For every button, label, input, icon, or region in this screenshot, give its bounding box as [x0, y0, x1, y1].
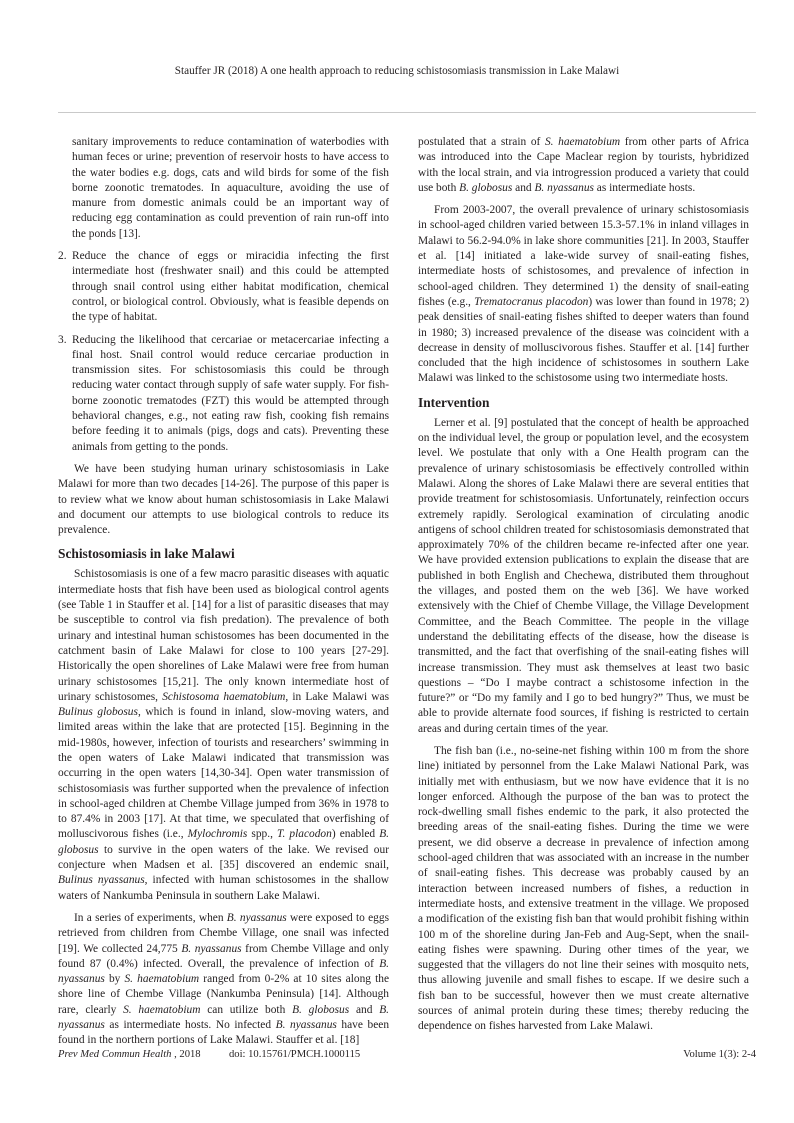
paragraph-one-health: Lerner et al. [9] postulated that the concept of health be approached on the individual level, the group or population level, and the ecosystem level. We postulate that only with a One Health program can the prevalence of urinary schistosomiasis be effectively controlled within Malawi. Along the shores of Lake Malawi there are several entities that provide treatment for schistosomiasis. Unfortunately, reinfection occurs extremely rapidly. Serological examination of circulating anodic antigens of school children treated for schistosomiasis demonstrated that approximately 70% of the children became re-infected after one year. We have provided extension publications to explain the disease that are published in both English and Chechewa, distributed them throughout the villages, and posted them on the web [36]. We have worked extensively with the Chief of Chembe Village, the Village Development Committee, and the Beach Committee. The people in the village understand the debilitating effects of the disease, how the disease is transmitted, and the fact that overfishing of the snail-eating fishes will increase transmission. They must ask themselves at least two basic questions – “Do I maybe contract a schistosome infection in the future?” or “Do my family and I go to bed hungry?” Thus, we must be able to provide alternate food sources, if fishing is restricted to certain areas and during certain times of the year. [418, 416, 749, 735]
page-footer [58, 1048, 756, 1062]
paragraph-prevalence-survey: From 2003-2007, the overall prevalence of urinary schistosomiasis in school-aged children varied between 15.3-57.1% in inland villages in Malawi to 56.2-94.0% in lake shore communities [21]. In 2003, Stauffer et al. [14] initiated a lake-wide survey of snail-eating fishes, intermediate hosts of schistosomes, and prevalence of infection in school-aged children. They determined 1) the density of snail-eating fishes (e.g., Trematocranus placodon) was lower than found in 1978; 2) peak densities of snail-eating fishes shifted to deeper waters than found in 1980; 3) increased prevalence of the disease was coincident with a decrease in density of molluscivorous fishes. Stauffer et al. [14] further concluded that the high incidence of schistosomes in southern Lake Malawi was linked to the schistosome using two intermediate hosts. [418, 204, 749, 385]
left-column [58, 135, 389, 1056]
footer-doi: doi: 10.15761/PMCH.1000115 [229, 1049, 361, 1060]
list-number: 2. [58, 250, 67, 263]
running-header [0, 64, 794, 78]
section-heading-intervention: Intervention [418, 394, 490, 410]
paragraph-fish-ban: The fish ban (i.e., no-seine-net fishing within 100 m from the shore line) initiated by personnel from the Lake Malawi National Park, was initially met with enthusiasm, but we now have evidence that it is no longer enforced. Although the purpose of the ban was to protect the rock-dwelling small fishes endemic to the park, it also protected the breeding areas of the snail-eating fishes. During the time we were present, we did observe a decrease in prevalence of infection among school-aged children that was associated with an increase in the number of snail-eating fishes. This decrease was probably caused by an interaction between increased numbers of fishes, a reduction in intermediate hosts, and extensive treatment in the village. We proposed a modification of the existing fish ban that would prohibit fishing within 100 m of the shoreline during Jan-Feb and Aug-Sept, when the snail-eating fishes were spawning. During other times of the year, we suggested that the villagers do not line their seines with mosquito nets, thus allowing juvenile and small fishes to escape. If we desire such a fish ban to be successful, however then we must create alternative sources of animal protein during these times; thereby reducing the dependence on fishes harvested from Lake Malawi. [418, 744, 749, 1033]
list-item-text: Reduce the chance of eggs or miracidia infecting the first intermediate host (freshwater snail) and this could be attempted through snail control using either habitat modification, chemical control, or biological control. Obviously, what is feasible depends on the type of habitat. [72, 250, 389, 324]
list-item-1-continuation: sanitary improvements to reduce contamination of waterbodies with human feces or urine; prevention of reservoir hosts to have access to the water bodies e.g. dogs, cats and wild birds for some of the fish borne zoonotic trematodes. In aquaculture, avoiding the use of manure from domestic animals could be an important way of reducing egg contamination as could prevention of rain run-off into the ponds [13]. [72, 136, 389, 240]
running-title: Stauffer JR (2018) A one health approach to reducing schistosomiasis transmission in Lake Malawi [174, 65, 620, 77]
paragraph-experiments: In a series of experiments, when B. nyassanus were exposed to eggs retrieved from children from Chembe Village, one snail was infected [19]. We collected 24,775 B. nyassanus from Chembe Village and only found 87 (0.4%) infected. Overall, the prevalence of infection of B. nyassanus by S. haematobium ranged from 0-2% at 10 sites along the shore line of Chembe Village (Nankumba Peninsula) [14]. Although rare, clearly S. haematobium can utilize both B. globosus and B. nyassanus as intermediate hosts. No infected B. nyassanus have been found in the northern portions of Lake Malawi. Stauffer et al. [18] [58, 911, 390, 1047]
footer-journal: Prev Med Commun Health , 2018 [58, 1049, 201, 1060]
list-item-2 [58, 249, 389, 325]
list-item-text: Reducing the likelihood that cercariae or metacercariae infecting a final host. Snail control would reduce cercariae production in transmission sites. For schistosomiasis this could be through reducing water contact through supply of safe water supply. For fish-borne zoonotic trematodes (FZT) this would be attempted through behavioral changes, e.g., not eating raw fish, cooking fish remains before feeding it to animals (pigs, dogs and cats). Preventing these animals from getting to the ponds. [72, 333, 389, 453]
paragraph-purpose: We have been studying human urinary schistosomiasis in Lake Malawi for more than two decades [14-26]. The purpose of this paper is to review what we know about human schistosomiasis in Lake Malawi and document our attempts to use biological controls to reduce its prevalence. [58, 462, 389, 537]
right-column [418, 135, 749, 1042]
header-divider [58, 112, 756, 113]
footer-volume: Volume 1(3): 2-4 [683, 1049, 756, 1060]
list-item-3 [58, 333, 389, 455]
paragraph-schistosomiasis-background: Schistosomiasis is one of a few macro parasitic diseases with aquatic intermediate hosts that fish have been used as biological control agents (see Table 1 in Stauffer et al. [14] for a list of parasitic diseases that may be susceptible to control via fish predation). The prevalence of both urinary and intestinal human schistosomes has been documented in the catchment basin of Lake Malawi for close to 100 years [27-29]. Historically the open shorelines of Lake Malawi were free from human urinary schistosomes [15,21]. The only known intermediate host of urinary schistosomes, Schistosoma haematobium, in Lake Malawi was Bulinus globosus, which is found in inland, slow-moving waters, and limited areas within the lake that are protected [15]. Beginning in the mid-1980s, however, infection of tourists and researchers’ swimming in the open waters of Lake Malawi indicated that transmission was occurring in the open waters [14,30-34]. Open water transmission of schistosomiasis was further supported when the prevalence of infection in school-aged children at Chembe Village jumped from 36% in 1978 to to 87.4% in 2003 [17]. At that time, we speculated that overfishing of molluscivorous fishes (i.e., Mylochromis spp., T. placodon) enabled B. globosus to survive in the open waters of the lake. We revised our conjecture when Madsen et al. [35] discovered an endemic snail, Bulinus nyassanus, infected with human schistosomes in the shallow waters of Nankumba Peninsula in southern Lake Malawi. [58, 568, 390, 902]
section-heading-schistosomiasis: Schistosomiasis in lake Malawi [58, 546, 235, 562]
list-number: 3. [58, 333, 67, 346]
paragraph-continuation: postulated that a strain of S. haematobium from other parts of Africa was introduced into the Cape Maclear region by tourists, hybridized with the local strain, and via introgression produced a variety that could use both B. globosus and B. nyassanus as intermediate hosts. [418, 136, 749, 194]
